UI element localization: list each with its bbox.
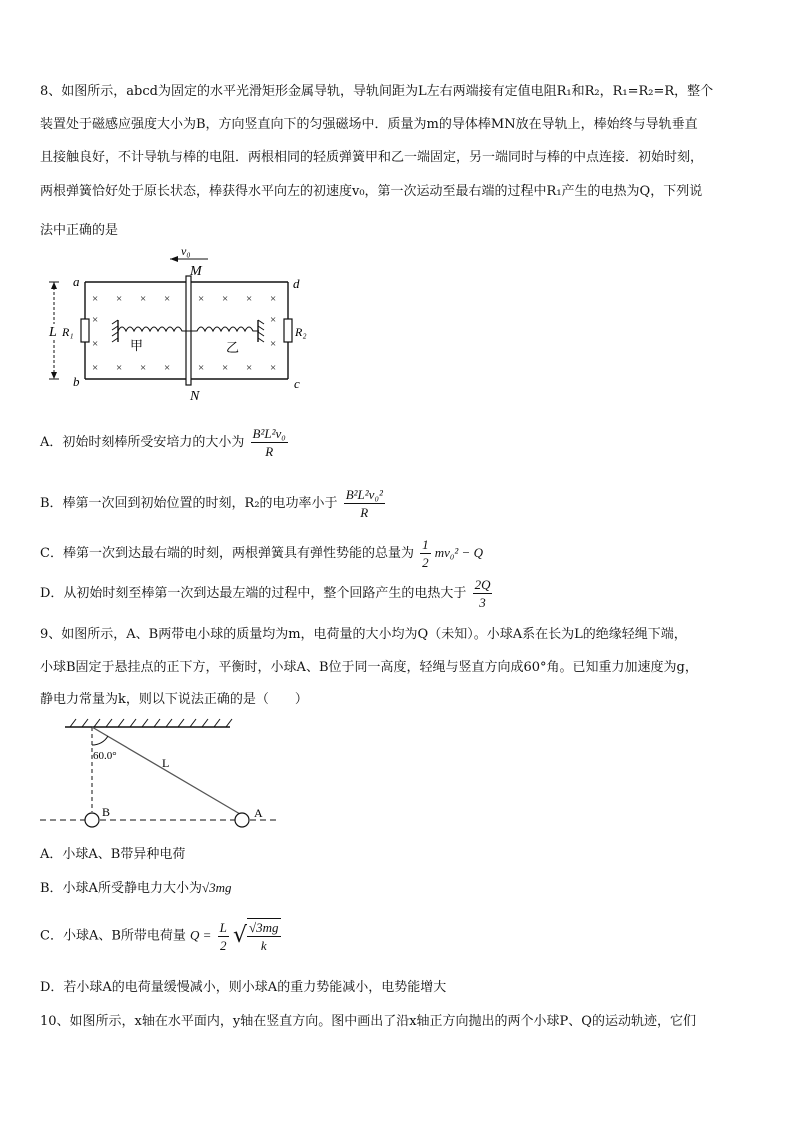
field-cross: × — [270, 338, 277, 350]
field-cross: × — [92, 338, 99, 350]
spring-left — [118, 327, 192, 331]
corner-c-label: c — [294, 376, 300, 391]
field-cross: × — [270, 293, 277, 305]
resistor-r1 — [81, 319, 89, 342]
q9-option-d: D．若小球A的电荷量缓慢减小，则小球A的重力势能减小，电势能增大 — [40, 980, 447, 995]
spring-left-label: 甲 — [130, 338, 144, 353]
q8-stem-line-3: 且接触良好，不计导轨与棒的电阻．两根相同的轻质弹簧甲和乙一端固定，另一端同时与棒的中点连接．初始时刻， — [40, 150, 704, 165]
spring-right-label: 乙 — [226, 340, 240, 355]
q9-stem-line-2: 小球B固定于悬挂点的正下方，平衡时，小球A、B位于同一高度，轻绳与竖直方向成60°角。已知重力加速度为g， — [40, 660, 698, 675]
q9-stem-line-3: 静电力常量为k，则以下说法正确的是（ ） — [40, 692, 308, 707]
n-label: N — [190, 389, 200, 404]
field-cross: × — [270, 314, 277, 326]
field-cross: × — [198, 293, 205, 305]
field-cross: × — [92, 293, 99, 305]
field-cross: × — [140, 362, 147, 374]
field-cross: × — [164, 293, 171, 305]
ball-a-label: A — [254, 806, 263, 820]
resistor-r2 — [284, 319, 292, 342]
m-label: M — [190, 264, 202, 279]
q8-option-b: B．棒第一次回到初始位置的时刻，R₂的电功率小于 $\frac{\text{B²L²v₀²}}{R}$ — [40, 487, 383, 520]
q9-option-b: B．小球A所受静电力大小为√3mg — [40, 880, 232, 896]
l-label: L — [49, 325, 57, 340]
field-cross: × — [92, 314, 99, 326]
v0-label: v₀ — [181, 244, 191, 258]
q9-option-c: C．小球A、B所带电荷量 Q = $\frac{L}{2}$ √ $\frac{√3mg}{k}$ — [40, 919, 279, 953]
q9-stem-line-1: 9、如图所示，A、B两带电小球的质量均为m，电荷量的大小均为Q（未知）。小球A系在长为L的绝缘轻绳下端， — [40, 627, 687, 642]
rope — [92, 727, 240, 814]
field-cross: × — [198, 362, 205, 374]
q8-stem-line-5: 法中正确的是 — [40, 223, 119, 238]
field-cross: × — [222, 362, 229, 374]
q8-option-d: D．从初始时刻至棒第一次到达最左端的过程中，整个回路产生的电热大于 $\frac{2Q}{3}$ — [40, 577, 491, 610]
field-cross: × — [222, 293, 229, 305]
q8-circuit-figure — [40, 244, 320, 404]
corner-d-label: d — [293, 276, 300, 291]
spring-right — [191, 327, 259, 331]
q8-option-c: C．棒第一次到达最右端的时刻，两根弹簧具有弹性势能的总量为 $\frac{1}{2}$ mv₀² − Q — [40, 537, 483, 570]
q9-option-a: A．小球A、B带异种电荷 — [40, 847, 186, 862]
corner-a-label: a — [73, 274, 80, 289]
field-cross: × — [270, 362, 277, 374]
q8-stem-line-1: 8、如图所示，abcd为固定的水平光滑矩形金属导轨，导轨间距为L左右两端接有定值电阻R₁和R₂，R₁=R₂=R，整个 — [40, 84, 714, 99]
q10-stem-line-1: 10、如图所示，x轴在水平面内，y轴在竖直方向。图中画出了沿x轴正方向抛出的两个小球P、Q的运动轨迹，它们 — [40, 1014, 696, 1029]
field-cross: × — [164, 362, 171, 374]
field-cross: × — [140, 293, 147, 305]
ball-b — [85, 813, 99, 827]
field-cross: × — [116, 362, 123, 374]
q8-option-a: A．初始时刻棒所受安培力的大小为 $\frac{\text{B²L²v₀}}{R}$ — [40, 426, 286, 459]
field-cross: × — [92, 362, 99, 374]
field-cross: × — [116, 293, 123, 305]
q8-stem-line-2: 装置处于磁感应强度大小为B，方向竖直向下的匀强磁场中．质量为m的导体棒MN放在导轨上，棒始终与导轨垂直 — [40, 117, 698, 132]
field-cross: × — [246, 362, 253, 374]
ball-b-label: B — [102, 805, 111, 819]
corner-b-label: b — [73, 374, 80, 389]
field-cross: × — [246, 293, 253, 305]
q9-pendulum-figure — [40, 715, 290, 835]
rope-label: L — [162, 756, 170, 770]
q8-stem-line-4: 两根弹簧恰好处于原长状态，棒获得水平向左的初速度v₀，第一次运动至最右端的过程中R₁产生的电热为Q，下列说 — [40, 184, 703, 199]
r1-label: R₁ — [62, 325, 74, 339]
r2-label: R₂ — [295, 325, 307, 339]
angle-label: 60.0° — [93, 750, 117, 762]
ball-a — [235, 813, 249, 827]
